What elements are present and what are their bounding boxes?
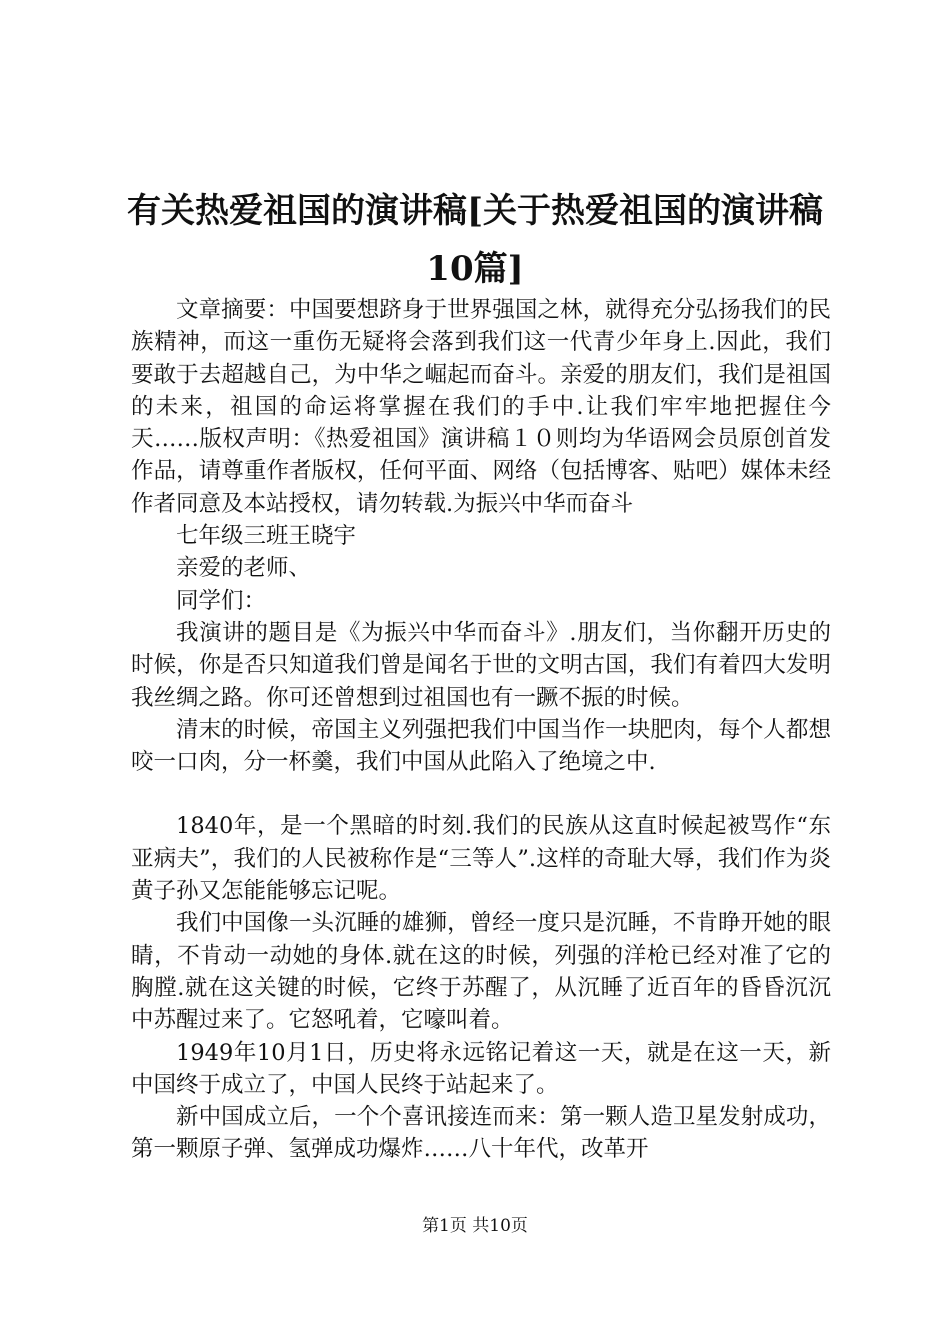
page-footer: 第1页 共10页 — [422, 1216, 528, 1236]
paragraph-author: 七年级三班王晓宇 — [176, 523, 357, 550]
document-title: 有关热爱祖国的演讲稿[关于热爱祖国的演讲稿10篇] — [126, 191, 824, 289]
paragraph-new-china: 新中国成立后，一个个喜讯接连而来：第一颗人造卫星发射成功，第一颗原子弹、氢弹成功爆炸……八十年代，改革开 — [131, 1104, 831, 1163]
paragraph-sleeping-lion: 我们中国像一头沉睡的雄狮，曾经一度只是沉睡，不肯睁开她的眼睛，不肯动一动她的身体.就在这的时候，列强的洋枪已经对准了它的胸膛.就在这关键的时候，它终于苏醒了，从沉睡了近百年的昏昏沉沉中苏醒过来了。它怒吼着，它嚎叫着。 — [131, 910, 831, 1034]
paragraph-1840: 1840年，是一个黑暗的时刻.我们的民族从这直时候起被骂作“东亚病夫”，我们的人民被称作是“三等人”.这样的奇耻大辱，我们作为炎黄子孙又怎能能够忘记呢。 — [131, 813, 831, 905]
paragraph-speech-topic: 我演讲的题目是《为振兴中华而奋斗》.朋友们，当你翻开历史的时候，你是否只知道我们曾是闻名于世的文明古国，我们有着四大发明我丝绸之路。你可还曾想到过祖国也有一蹶不振的时候。 — [131, 619, 831, 711]
paragraph-1949: 1949年10月1日，历史将永远铭记着这一天，就是在这一天，新中国终于成立了，中国人民终于站起来了。 — [131, 1039, 831, 1098]
paragraph-salutation-classmates: 同学们： — [176, 587, 267, 614]
paragraph-salutation-teachers: 亲爱的老师、 — [176, 555, 312, 582]
document-body — [131, 294, 831, 1166]
paragraph-abstract: 文章摘要：中国要想跻身于世界强国之林，就得充分弘扬我们的民族精神，而这一重伤无疑将会落到我们这一代青少年身上.因此，我们要敢于去超越自己，为中华之崛起而奋斗。亲爱的朋友们，我们是祖国的未来，祖国的命运将掌握在我们的手中.让我们牢牢地把握住今天……版权声明：《热爱祖国》演讲稿１０则均为华语网会员原创首发作品，请尊重作者版权，任何平面、网络（包括博客、贴吧）媒体未经作者同意及本站授权，请勿转载.为振兴中华而奋斗 — [131, 297, 831, 517]
paragraph-late-qing: 清末的时候，帝国主义列强把我们中国当作一块肥肉，每个人都想咬一口肉，分一杯羹，我们中国从此陷入了绝境之中. — [131, 716, 831, 776]
